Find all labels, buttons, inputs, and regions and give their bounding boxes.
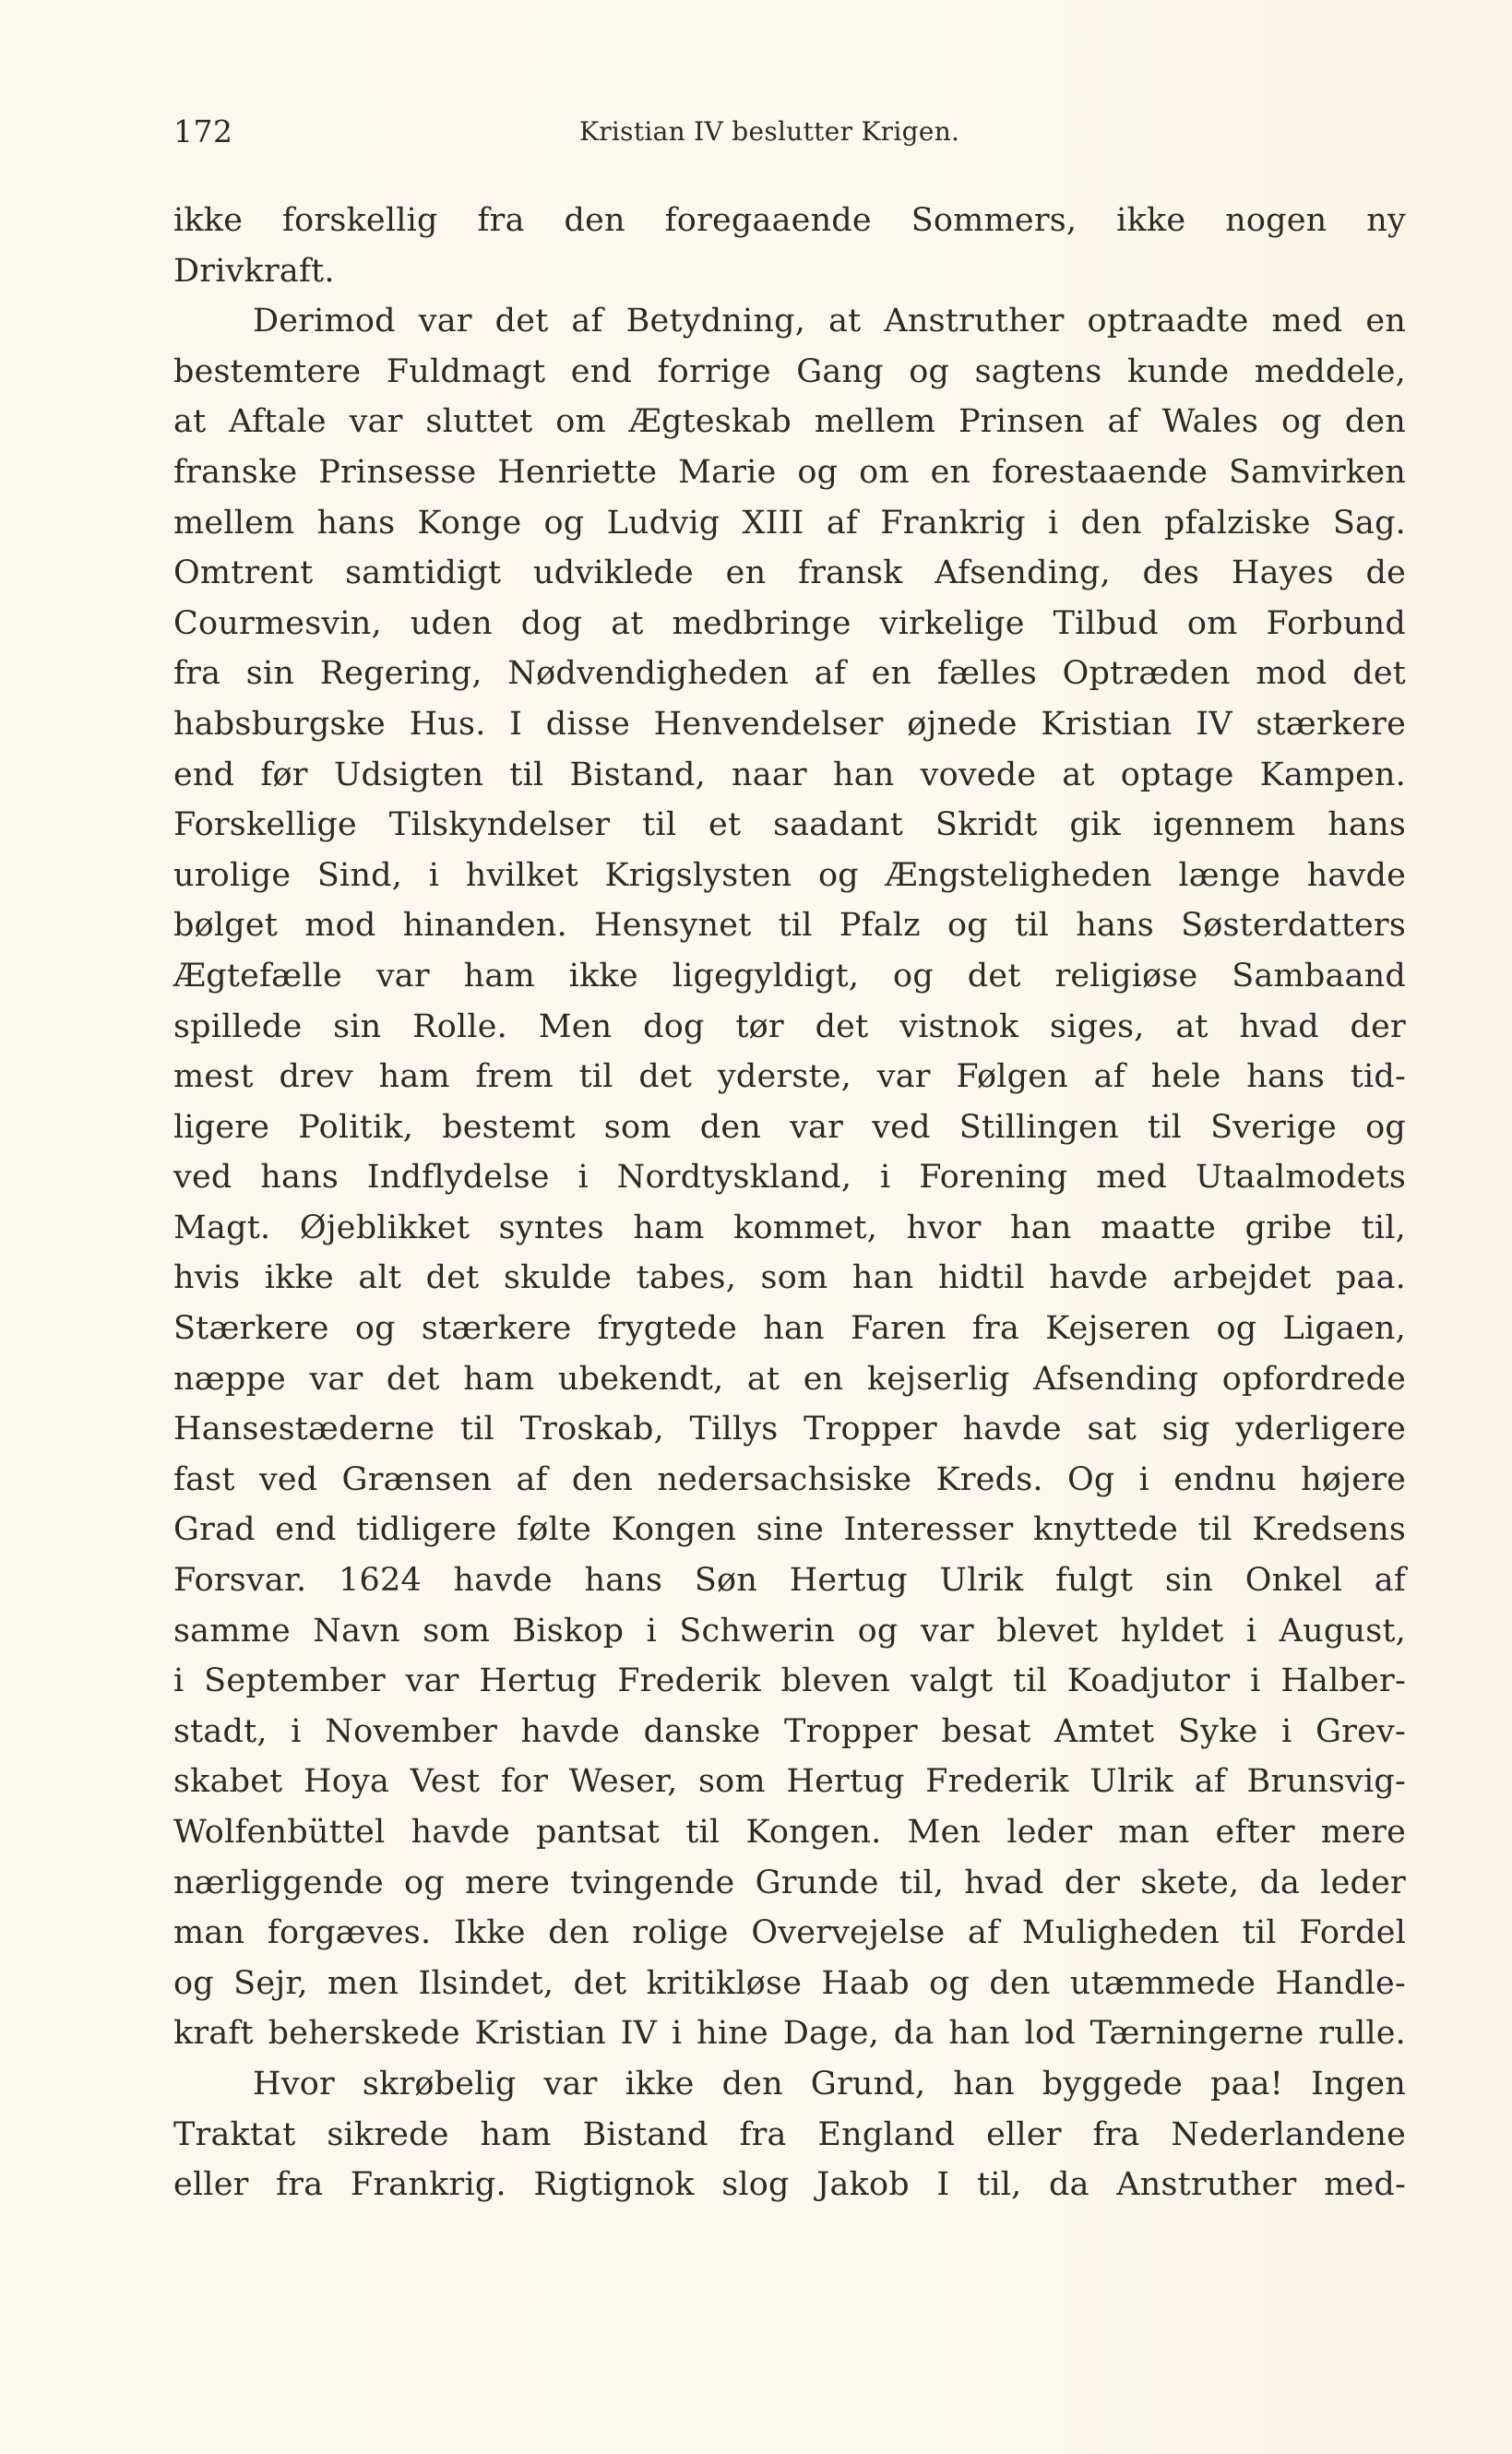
text-line: man forgæves. Ikke den rolige Overvejelse af Muligheden til Fordel (173, 1914, 1406, 1952)
text-line: i September var Hertug Frederik bleven valgt til Koadjutor i Halber- (173, 1662, 1406, 1700)
text-line: skabet Hoya Vest for Weser, som Hertug Frederik Ulrik af Brunsvig- (173, 1763, 1406, 1801)
text-line: Hansestæderne til Troskab, Tillys Tropper havde sat sig yderligere (173, 1411, 1406, 1448)
text-line: Derimod var det af Betydning, at Anstruther optraadte med en (253, 303, 1406, 340)
text-line: Traktat sikrede ham Bistand fra England eller fra Nederlandene (173, 2115, 1406, 2153)
text-line: eller fra Frankrig. Rigtignok slog Jakob I til, da Anstruther med- (173, 2166, 1406, 2204)
text-line: og Sejr, men Ilsindet, det kritikløse Haab og den utæmmede Handle- (173, 1964, 1406, 2002)
text-line: fra sin Regering, Nødvendigheden af en fælles Optræden mod det (173, 655, 1406, 693)
text-line: næppe var det ham ubekendt, at en kejserlig Afsending opfordrede (173, 1360, 1406, 1398)
text-line: at Aftale var sluttet om Ægteskab mellem Prinsen af Wales og den (173, 403, 1406, 441)
text-line: Wolfenbüttel havde pantsat til Kongen. Men leder man efter mere (173, 1814, 1406, 1851)
text-line: ved hans Indflydelse i Nordtyskland, i Forening med Utaalmodets (173, 1159, 1406, 1197)
running-head (173, 109, 1406, 155)
text-line: Forsvar. 1624 havde hans Søn Hertug Ulrik fulgt sin Onkel af (173, 1562, 1406, 1600)
running-title: Kristian IV beslutter Krigen. (579, 116, 960, 147)
text-line: bølget mod hinanden. Hensynet til Pfalz og til hans Søsterdatters (173, 907, 1406, 945)
text-line: Hvor skrøbelig var ikke den Grund, han byggede paa! Ingen (253, 2065, 1406, 2103)
text-line: Stærkere og stærkere frygtede han Faren fra Kejseren og Ligaen, (173, 1310, 1406, 1348)
text-line: Courmesvin, uden dog at medbringe virkelige Tilbud om Forbund (173, 604, 1406, 642)
text-line: end før Udsigten til Bistand, naar han vovede at optage Kampen. (173, 756, 1406, 793)
text-line: spillede sin Rolle. Men dog tør det vistnok siges, at hvad der (173, 1007, 1406, 1045)
text-line: bestemtere Fuldmagt end forrige Gang og sagtens kunde meddele, (173, 352, 1406, 390)
text-line: franske Prinsesse Henriette Marie og om en forestaaende Samvirken (173, 453, 1406, 491)
text-line: Forskellige Tilskyndelser til et saadant Skridt gik igennem hans (173, 806, 1406, 844)
text-line: stadt, i November havde danske Tropper besat Amtet Syke i Grev- (173, 1712, 1406, 1750)
text-line: Grad end tidligere følte Kongen sine Interesser knyttede til Kredsens (173, 1511, 1406, 1549)
text-line: fast ved Grænsen af den nedersachsiske Kreds. Og i endnu højere (173, 1460, 1406, 1498)
page-number: 172 (173, 113, 233, 149)
body-text (173, 196, 1406, 2210)
text-line: Omtrent samtidigt udviklede en fransk Afsending, des Hayes de (173, 554, 1406, 592)
text-line: kraft beherskede Kristian IV i hine Dage, da han lod Tærningerne rulle. (173, 2015, 1406, 2053)
text-line: nærliggende og mere tvingende Grunde til, hvad der skete, da leder (173, 1864, 1406, 1901)
text-line: ikke forskellig fra den foregaaende Sommers, ikke nogen ny (173, 202, 1406, 239)
text-line: mest drev ham frem til det yderste, var Følgen af hele hans tid- (173, 1058, 1406, 1096)
text-line: hvis ikke alt det skulde tabes, som han hidtil havde arbejdet paa. (173, 1259, 1406, 1297)
text-line: samme Navn som Biskop i Schwerin og var blevet hyldet i August, (173, 1612, 1406, 1650)
text-line: Drivkraft. (173, 252, 335, 290)
text-line: mellem hans Konge og Ludvig XIII af Frankrig i den pfalziske Sag. (173, 504, 1406, 542)
text-line: ligere Politik, bestemt som den var ved Stillingen til Sverige og (173, 1108, 1406, 1146)
text-line: Ægtefælle var ham ikke ligegyldigt, og det religiøse Sambaand (173, 957, 1406, 995)
text-line: urolige Sind, i hvilket Krigslysten og Ængsteligheden længe havde (173, 856, 1406, 894)
text-line: Magt. Øjeblikket syntes ham kommet, hvor han maatte gribe til, (173, 1209, 1406, 1246)
text-line: habsburgske Hus. I disse Henvendelser øjnede Kristian IV stærkere (173, 705, 1406, 743)
